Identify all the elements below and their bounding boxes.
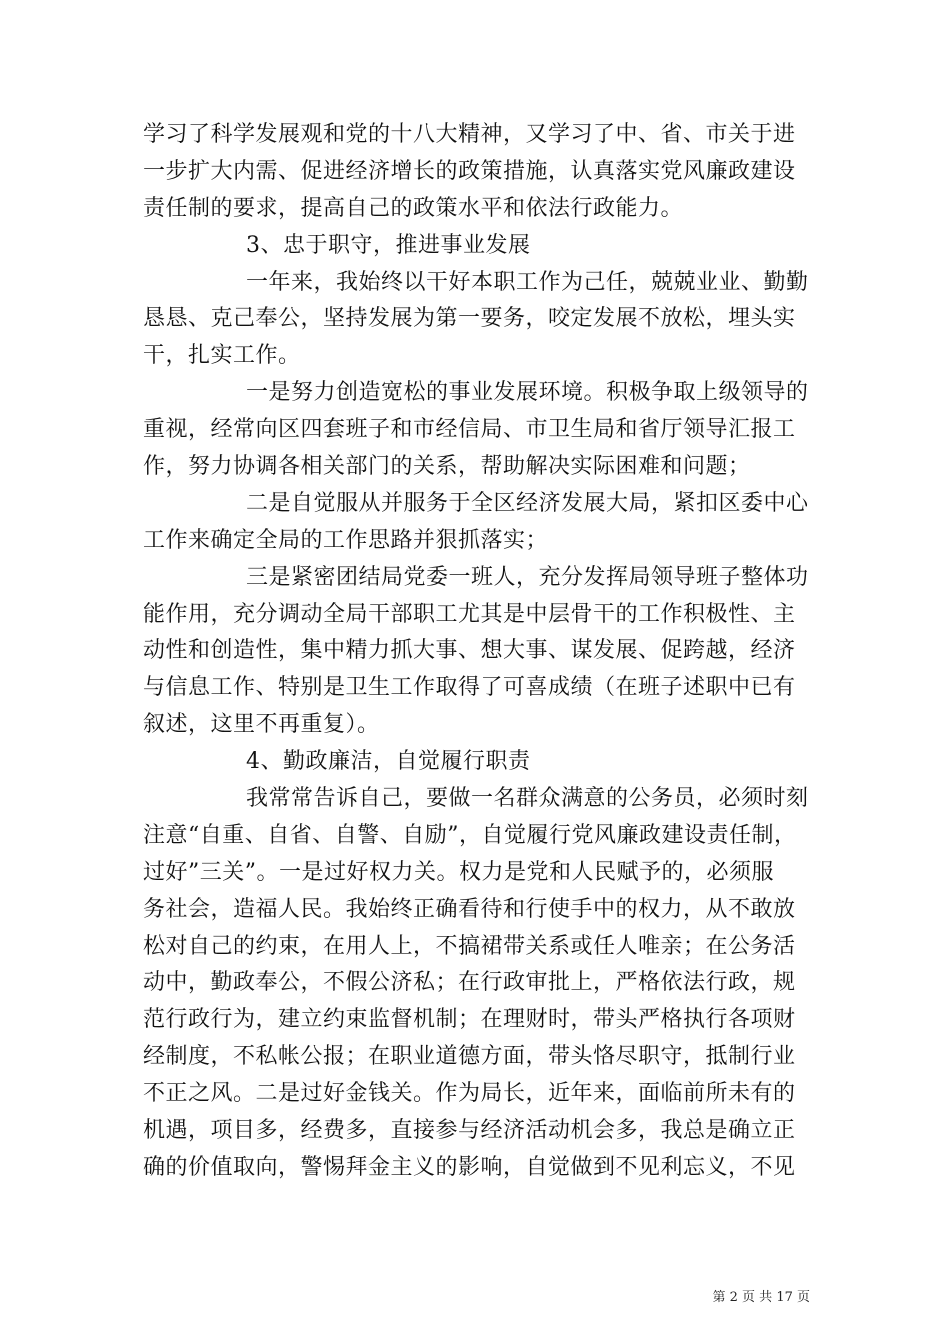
text-line: 不正之风。二是过好金钱关。作为局长，近年来，面临前所未有的 [143,1081,796,1107]
text-line: 一年来，我始终以干好本职工作为己任，兢兢业业、勤勤 [246,269,809,295]
text-line: 机遇，项目多，经费多，直接参与经济活动机会多，我总是确立正 [143,1118,796,1144]
text-line: 责任制的要求，提高自己的政策水平和依法行政能力。 [143,195,684,221]
text-line: 务社会，造福人民。我始终正确看待和行使手中的权力，从不敢放 [143,896,796,922]
text-line: 注意“自重、自省、自警、自励”，自觉履行党风廉政建设责任制， [143,822,797,848]
text-line: 三是紧密团结局党委一班人，充分发挥局领导班子整体功 [246,564,809,590]
text-line: 干，扎实工作。 [143,343,301,369]
text-line: 松对自己的约束，在用人上，不搞裙带关系或任人唯亲；在公务活 [143,933,796,959]
text-line: 二是自觉服从并服务于全区经济发展大局，紧扣区委中心 [246,490,809,516]
text-line: 经制度，不私帐公报；在职业道德方面，带头恪尽职守，抵制行业 [143,1044,796,1070]
text-line: 动中，勤政奉公，不假公济私；在行政审批上，严格依法行政，规 [143,970,796,996]
text-line: 能作用，充分调动全局干部职工尤其是中层骨干的工作积极性、主 [143,601,796,627]
text-line: 动性和创造性，集中精力抓大事、想大事、谋发展、促跨越，经济 [143,638,796,664]
document-body [143,117,813,1187]
text-line: 过好”三关”。一是过好权力关。权力是党和人民赋予的，必须服 [143,859,774,885]
text-line: 我常常告诉自己，要做一名群众满意的公务员，必须时刻 [246,786,809,812]
text-line: 一是努力创造宽松的事业发展环境。积极争取上级领导的 [246,380,809,406]
text-line: 范行政行为，建立约束监督机制；在理财时，带头严格执行各项财 [143,1007,796,1033]
text-line: 学习了科学发展观和党的十八大精神，又学习了中、省、市关于进 [143,122,796,147]
text-line: 一步扩大内需、促进经济增长的政策措施，认真落实党风廉政建设 [143,158,796,184]
text-line: 确的价值取向，警惕拜金主义的影响，自觉做到不见利忘义，不见 [143,1154,796,1180]
section-heading: 4、勤政廉洁，自觉履行职责 [246,749,531,775]
text-line: 恳恳、克己奉公，坚持发展为第一要务，咬定发展不放松，埋头实 [143,306,796,332]
section-heading: 3、忠于职守，推进事业发展 [246,232,531,258]
text-line: 工作来确定全局的工作思路并狠抓落实； [143,527,549,553]
page-number: 第 2 页 共 17 页 [712,1290,810,1305]
text-line: 叙述，这里不再重复）。 [143,712,380,738]
text-line: 与信息工作、特别是卫生工作取得了可喜成绩（在班子述职中已有 [143,675,796,701]
text-line: 作，努力协调各相关部门的关系，帮助解决实际困难和问题； [143,454,751,480]
text-line: 重视，经常向区四套班子和市经信局、市卫生局和省厅领导汇报工 [143,417,796,443]
